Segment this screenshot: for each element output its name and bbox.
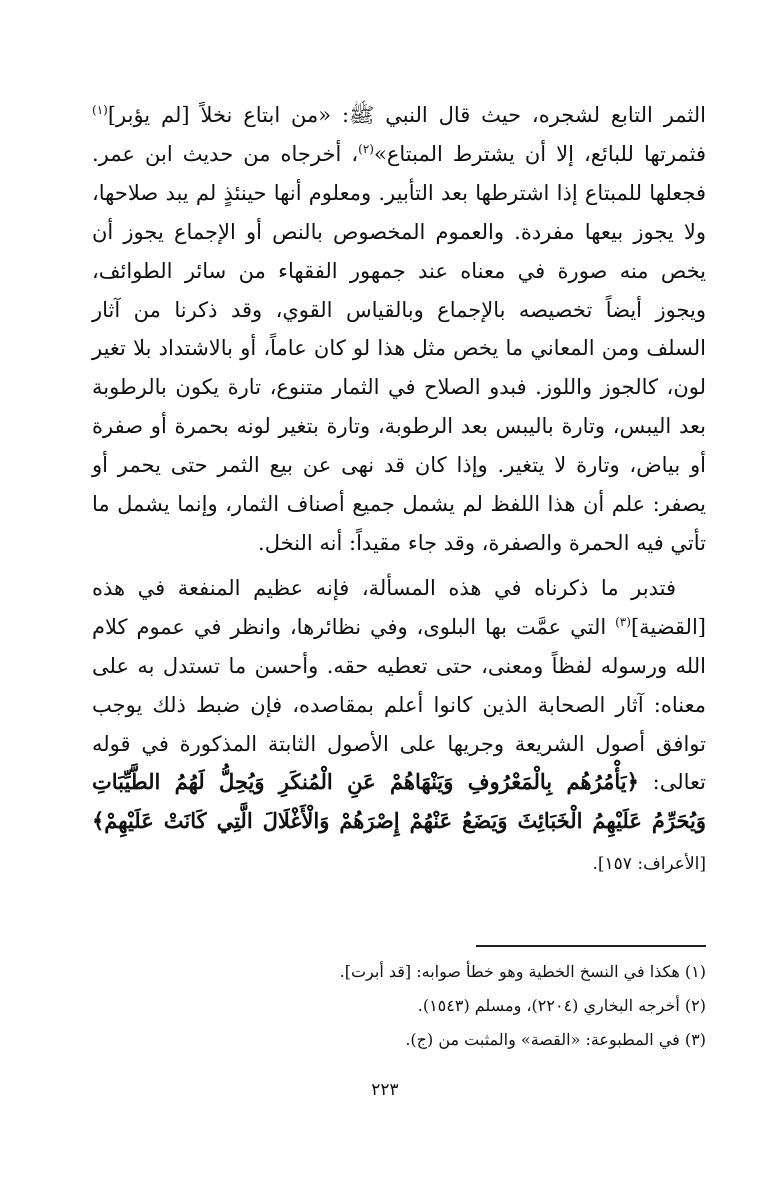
footnote-separator — [476, 945, 706, 947]
page-body — [92, 96, 706, 884]
page-number: ٢٢٣ — [371, 1080, 399, 1100]
paragraph-1-part-1: الثمر التابع لشجره، حيث قال النبي ﷺ: «من ابتاع نخلاً [لم يؤبر] — [107, 103, 706, 127]
paragraph-2 — [92, 569, 706, 884]
main-text — [92, 96, 706, 884]
quran-reference: [الأعراف: ١٥٧]. — [592, 854, 706, 875]
footnote-3: (٣) في المطبوعة: «القصة» والمثبت من (ج). — [405, 1030, 706, 1049]
footnote-ref-3: (٣) — [615, 614, 631, 629]
paragraph-1 — [92, 96, 706, 563]
paragraph-2-part-2: التي عمَّت بها البلوى، وفي نظائرها، وانظر في عموم كلام الله ورسوله لفظاً ومعنى، حتى تعطيه حقه. وأحسن ما تستدل به على معناه: آثار الصحابة الذين كانوا أعلم بمقاصده، فإن ضبط ذلك يوجب توافق أصول الشريعة وجريها على الأصول الثابتة المذكورة في قوله تعالى: — [92, 614, 706, 795]
footnote-ref-2: (٢) — [358, 141, 374, 156]
footnote-2: (٢) أخرجه البخاري (٢٢٠٤)، ومسلم (١٥٤٣). — [417, 996, 706, 1015]
footnote-1: (١) هكذا في النسخ الخطية وهو خطأ صوابه: [قد أبرت]. — [339, 962, 706, 981]
footnote-ref-1: (١) — [92, 103, 108, 117]
paragraph-1-part-3: ، أخرجاه من حديث ابن عمر. فجعلها للمبتاع إذا اشترطها بعد التأبير. ومعلوم أنها حينئذٍ لم يبد صلاحها، ولا يجوز بيعها مفردة. والعموم المخصوص بالنص أو الإجماع يجوز أن يخص منه صورة في معناه عند جمهور الفقهاء من سائر الطوائف، ويجوز أيضاً تخصيصه بالإجماع وبالقياس القوي، وقد ذكرنا من آثار السلف ومن المعاني ما يخص مثل هذا لو كان عاماً، أو بالاشتداد بلا تغير لون، كالجوز واللوز. فبدو الصلاح في الثمار متنوع، تارة يكون بالرطوبة بعد اليبس، وتارة باليبس بعد الرطوبة، وتارة بتغير لونه بحمرة أو صفرة أو بياض، وتارة لا يتغير. وإذا كان قد نهى عن بيع الثمر حتى يحمر أو يصفر: علم أن هذا اللفظ لم يشمل جميع أصناف الثمار، وإنما يشمل ما تأتي فيه الحمرة والصفرة، وقد جاء مقيداً: أنه النخل. — [92, 141, 706, 555]
footnotes — [92, 955, 706, 1057]
quran-verse: ﴿يَأْمُرُهُم بِالْمَعْرُوفِ وَيَنْهَاهُمْ عَنِ الْمُنكَرِ وَيُحِلُّ لَهُمُ الطَّيِّبَاتِ وَيُحَرِّمُ عَلَيْهِمُ الْخَبَائِثَ وَيَضَعُ عَنْهُمْ إِصْرَهُمْ وَالْأَغْلَالَ الَّتِي كَانَتْ عَلَيْهِمْ﴾ — [92, 769, 706, 834]
paragraph-1-part-2: فثمرتها للبائع، إلا أن يشترط المبتاع» — [373, 141, 706, 166]
paragraph-2-part-1: فتدبر ما ذكرناه في هذه المسألة، فإنه عظيم المنفعة في هذه [القضية] — [92, 575, 706, 639]
